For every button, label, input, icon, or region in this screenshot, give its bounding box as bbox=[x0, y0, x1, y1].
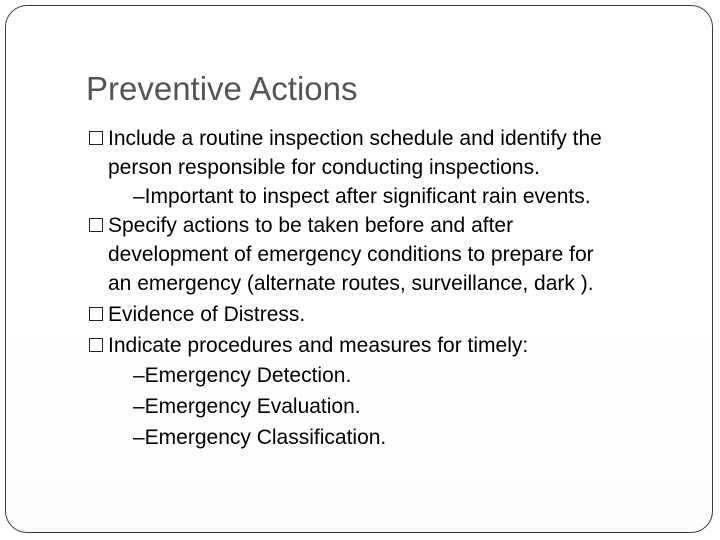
bullet-line: development of emergency conditions to prepare for bbox=[108, 243, 594, 266]
bullet-box-icon bbox=[89, 218, 103, 232]
slide-title: Preventive Actions bbox=[86, 70, 358, 107]
bullet-item bbox=[86, 211, 686, 298]
bullet-line: Include a routine inspection schedule and identify the bbox=[108, 127, 602, 150]
sub-bullet-line: –Important to inspect after significant rain events. bbox=[133, 185, 591, 208]
bullet-line: an emergency (alternate routes, surveillance, dark ). bbox=[108, 272, 594, 295]
bullet-box-icon bbox=[89, 131, 103, 145]
slide-content bbox=[86, 124, 686, 453]
bullet-line: Indicate procedures and measures for timely: bbox=[108, 334, 529, 357]
sub-bullet-line: –Emergency Evaluation. bbox=[133, 395, 361, 418]
sub-bullet-line: –Emergency Detection. bbox=[133, 364, 352, 387]
bullet-item bbox=[86, 331, 686, 453]
sub-bullet-line: –Emergency Classification. bbox=[133, 426, 387, 449]
bullet-line: Specify actions to be taken before and after bbox=[108, 214, 514, 237]
bullet-line: person responsible for conducting inspections. bbox=[108, 156, 540, 179]
bullet-box-icon bbox=[89, 307, 103, 321]
bullet-item bbox=[86, 300, 686, 329]
bullet-line: Evidence of Distress. bbox=[108, 303, 306, 326]
bullet-box-icon bbox=[89, 338, 103, 352]
bullet-item bbox=[86, 124, 686, 211]
slide-frame bbox=[5, 5, 713, 533]
